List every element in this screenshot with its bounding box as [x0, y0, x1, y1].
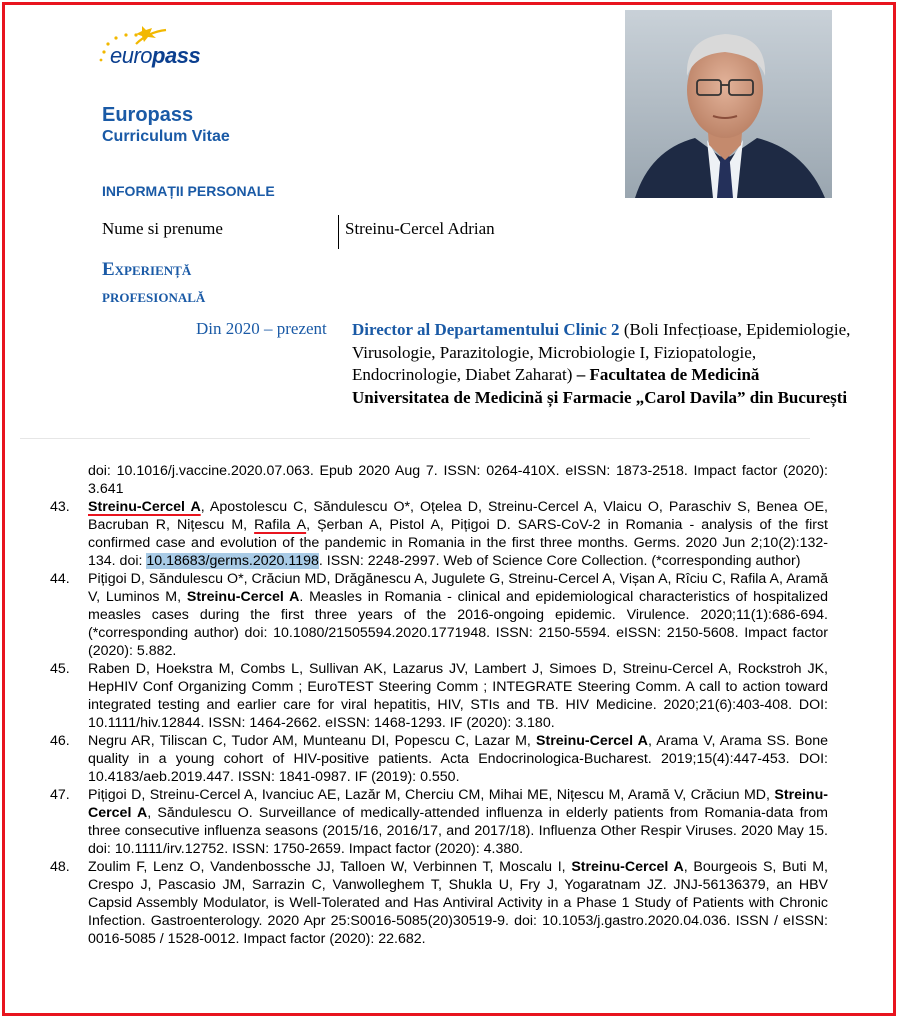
highlighted-author: Streinu-Cercel A — [186, 589, 300, 605]
publication-item — [50, 732, 828, 786]
highlighted-author: Streinu-Cercel A — [536, 733, 648, 749]
publication-number: 44. — [50, 571, 70, 587]
experience-heading — [102, 256, 205, 310]
prev-publication-tail: doi: 10.1016/j.vaccine.2020.07.063. Epub 2020 Aug 7. ISSN: 0264-410X. eISSN: 1873-2518. Impact factor (2020): 3.641 — [88, 463, 828, 497]
publication-text — [88, 858, 828, 948]
publication-item — [50, 498, 828, 570]
experience-heading-line2: profesională — [102, 286, 206, 307]
highlighted-author: Streinu-Cercel A — [88, 499, 201, 515]
cv-title-main: Europass — [102, 104, 194, 126]
publication-authors: , Apostolescu C, Săndulescu O*, Oțelea D, Streinu-Cercel A, Vlaicu O, Paraschiv S, Benea OE, Bacruban R, Nițescu M, — [88, 499, 829, 533]
experience-heading-line1: Experiență — [102, 259, 192, 280]
name-separator — [338, 215, 339, 249]
publication-authors: Negru AR, Tiliscan C, Tudor AM, Munteanu DI, Popescu C, Lazar M, — [88, 733, 537, 749]
publication-details: , Săndulescu O. Surveillance of medically-attended influenza in elderly patients from Romania-data from three consecutive influenza seasons (2015/16, 2016/17, and 2017/18). Influenza Other Respir Viruses. 2020 May 15. doi: 10.1111/irv.12752. ISSN: 1750-2659. Impact factor (2020): 4.380. — [88, 805, 829, 857]
highlighted-author: Streinu-Cercel A — [571, 859, 684, 875]
publications-list — [50, 462, 828, 948]
job-role: Director al Departamentului Clinic 2 — [352, 320, 620, 339]
publication-number: 46. — [50, 733, 70, 749]
publication-number: 48. — [50, 859, 70, 875]
publication-authors: Zoulim F, Lenz O, Vandenbossche JJ, Talloen W, Verbinnen T, Moscalu I, — [88, 859, 572, 875]
highlighted-author: Streinu-Cercel A — [88, 787, 828, 821]
publication-item — [50, 858, 828, 948]
publication-authors: Pițigoi D, Săndulescu O*, Crăciun MD, Drăgănescu A, Jugulete G, Streinu-Cercel A, Vișan A, Rîciu C, Rafila A, Aramă V, Luminos M, — [88, 571, 828, 605]
publication-title: , Șerban A, Pistol A, Pițigoi D. SARS-CoV-2 in Romania - analysis of the first confirmed case and evolution of the pandemic in Romania in the first three months. Germs. 2020 Jun 2;10(2):132-134. doi: — [88, 517, 828, 569]
publication-number: 43. — [50, 499, 70, 515]
publication-number: 45. — [50, 661, 70, 677]
section-divider — [20, 438, 810, 439]
name-value: Streinu-Cercel Adrian — [345, 219, 495, 238]
publication-text: Raben D, Hoekstra M, Combs L, Sullivan AK, Lazarus JV, Lambert J, Simoes D, Streinu-Cercel A, Rockstroh JK, HepHIV Conf Organizing Comm ; EuroTEST Steering Comm ; INTEGRATE Steering Comm. A call to action toward integrated testing and earlier care for viral hepatitis, HIV, STIs and TB. HIV Medicine. 2020;21(6):403-408. DOI: 10.1111/hiv.12844. ISSN: 1464-2662. eISSN: 1468-1293. IF (2020): 3.180. — [88, 661, 828, 731]
experience-date: Din 2020 – prezent — [196, 319, 327, 338]
underlined-author: Rafila A — [254, 517, 307, 533]
cv-title-sub: Curriculum Vitae — [102, 128, 230, 145]
job-faculty: – Facultatea de Medicină Universitatea de Medicină și Farmacie „Carol Davila” din București — [352, 365, 848, 407]
portrait-icon — [625, 10, 832, 198]
publication-item — [50, 786, 828, 858]
publication-details: , Arama V, Arama SS. Bone quality in a young cohort of HIV-positive patients. Acta Endocrinologica-Bucharest. 2019;15(4):447-453. DOI: 10.4183/aeb.2019.447. ISSN: 1841-0987. IF (2019): 0.550. — [88, 733, 828, 785]
publication-text — [88, 498, 828, 570]
publication-text — [88, 732, 828, 786]
publication-text — [88, 786, 828, 858]
publication-details: . Measles in Romania - clinical and epidemiological characteristics of hospitalized measles cases during the first three years of the 2016-ongoing epidemic. Virulence. 2020;11(1):686-694. (*corresponding author) doi: 10.1080/21505594.2020.1771948. ISSN: 2150-5594. eISSN: 2150-5608. Impact factor (2020): 5.882. — [88, 589, 829, 659]
europass-logo-text: europass — [110, 43, 201, 68]
name-label: Nume si prenume — [102, 219, 223, 238]
publication-authors: Pițigoi D, Streinu-Cercel A, Ivanciuc AE, Lazăr M, Cherciu CM, Mihai ME, Nițescu M, Aramă V, Crăciun MD, — [88, 787, 775, 803]
selected-doi[interactable]: 10.18683/germs.2020.1198 — [146, 553, 319, 569]
publication-details: . ISSN: 2248-2997. Web of Science Core Collection. (*corresponding author) — [318, 553, 801, 569]
cv-title — [102, 104, 230, 146]
job-role-detail: (Boli Infecțioase, Epidemiologie, Virusologie, Parazitologie, Microbiologie I, Fiziopatologie, Endocrinologie, Diabet Zaharat) — [352, 320, 851, 384]
publication-text — [88, 570, 828, 660]
publication-number: 47. — [50, 787, 70, 803]
publication-item — [50, 660, 828, 732]
personal-info-heading: INFORMAȚII PERSONALE — [102, 183, 275, 199]
publication-item — [50, 570, 828, 660]
publication-details: , Bourgeois S, Buti M, Crespo J, Pascasio JM, Sarrazin C, Vanwolleghem T, Shukla U, Fry J, Yogaratnam JZ. JNJ-56136379, an HBV Capsid Assembly Modulator, is Well-Tolerated and Has Antiviral Activity in a Phase 1 Study of Patients with Chronic Infection. Gastroenterology. 2020 Apr 25:S0016-5085(20)30519-9. doi: 10.1053/j.gastro.2020.04.036. ISSN / eISSN: 0016-5085 / 1528-0012. Impact factor (2020): 22.682. — [88, 859, 828, 947]
experience-description — [352, 319, 852, 409]
profile-photo — [625, 10, 832, 198]
